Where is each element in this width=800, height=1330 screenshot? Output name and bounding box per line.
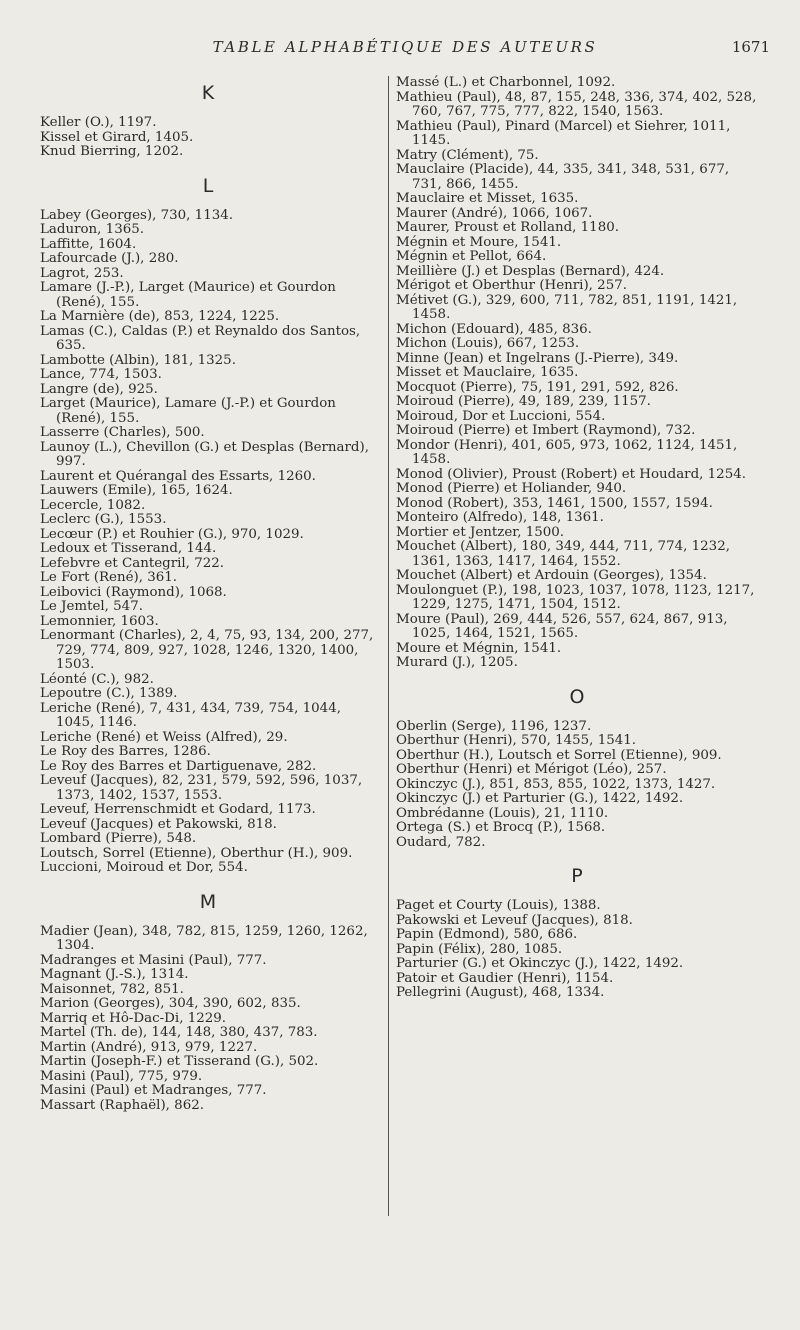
- author-entry: Papin (Félix), 280, 1085.: [396, 941, 563, 957]
- author-entry: Pellegrini (August), 468, 1334.: [396, 985, 605, 1000]
- author-entry: Minne (Jean) et Ingelrans (J.-Pierre), 349.: [396, 350, 679, 366]
- column-divider: [388, 76, 389, 1216]
- left-column: [40, 76, 376, 1113]
- author-entry: Parturier (G.) et Okinczyc (J.), 1422, 1492.: [396, 956, 684, 971]
- author-entry: Keller (O.), 1197.: [40, 115, 157, 130]
- section-letter: O: [569, 685, 585, 708]
- author-entry: Lafourcade (J.), 280.: [40, 251, 179, 266]
- author-entry: Le Jemtel, 547.: [40, 599, 143, 614]
- right-column: [396, 76, 758, 1001]
- author-entry: Lemonnier, 1603.: [40, 613, 159, 629]
- author-entry: Mauclaire et Misset, 1635.: [396, 191, 579, 206]
- entry-list: [40, 209, 376, 876]
- page-number: 1671: [731, 38, 770, 56]
- author-entry: Laurent et Quérangal des Essarts, 1260.: [40, 468, 316, 484]
- running-title: TABLE ALPHABÉTIQUE DES AUTEURS: [212, 38, 598, 56]
- author-entry: Leibovici (Raymond), 1068.: [40, 584, 227, 600]
- author-entry: Moure et Mégnin, 1541.: [396, 640, 562, 656]
- author-entry: Okinczyc (J.) et Parturier (G.), 1422, 1492.: [396, 791, 684, 806]
- author-entry: Michon (Louis), 667, 1253.: [396, 336, 580, 351]
- author-entry: Knud Bierring, 1202.: [40, 144, 184, 159]
- author-entry: Métivet (G.), 329, 600, 711, 782, 851, 1191, 1421, 1458.: [396, 292, 738, 322]
- author-entry: Lombard (Pierre), 548.: [40, 831, 197, 846]
- author-entry: Massé (L.) et Charbonnel, 1092.: [396, 75, 616, 90]
- author-entry: Mathieu (Paul), Pinard (Marcel) et Siehrer, 1011, 1145.: [396, 118, 731, 148]
- author-entry: Magnant (J.-S.), 1314.: [40, 967, 189, 982]
- author-entry: Martin (Joseph-F.) et Tisserand (G.), 502.: [40, 1054, 319, 1069]
- author-entry: Léonté (C.), 982.: [40, 671, 154, 687]
- author-entry: Lambotte (Albin), 181, 1325.: [40, 352, 236, 368]
- author-entry: Meillière (J.) et Desplas (Bernard), 424.: [396, 263, 665, 279]
- section-letter: K: [201, 82, 215, 104]
- author-entry: Marion (Georges), 304, 390, 602, 835.: [40, 996, 301, 1011]
- author-entry: Lagrot, 253.: [40, 265, 124, 281]
- author-entry: Monod (Pierre) et Holiander, 940.: [396, 481, 627, 496]
- author-entry: Maurer (André), 1066, 1067.: [396, 205, 593, 221]
- author-entry: Masini (Paul), 775, 979.: [40, 1068, 203, 1084]
- author-entry: Launoy (L.), Chevillon (G.) et Desplas (Bernard), 997.: [40, 439, 369, 469]
- author-entry: Luccioni, Moiroud et Dor, 554.: [40, 860, 248, 875]
- author-entry: Mérigot et Oberthur (Henri), 257.: [396, 278, 628, 293]
- author-entry: Maurer, Proust et Rolland, 1180.: [396, 220, 619, 235]
- author-entry: Leclerc (G.), 1553.: [40, 512, 167, 527]
- author-entry: Moiroud, Dor et Luccioni, 554.: [396, 408, 606, 424]
- author-entry: Lecercle, 1082.: [40, 497, 146, 513]
- author-entry: Mondor (Henri), 401, 605, 973, 1062, 1124, 1451, 1458.: [396, 437, 738, 467]
- author-entry: Martel (Th. de), 144, 148, 380, 437, 783.: [40, 1025, 318, 1040]
- author-entry: Moiroud (Pierre), 49, 189, 239, 1157.: [396, 394, 651, 409]
- author-entry: Papin (Edmond), 580, 686.: [396, 927, 578, 942]
- author-entry: Lauwers (Emile), 165, 1624.: [40, 483, 233, 498]
- author-entry: Marriq et Hô-Dac-Di, 1229.: [40, 1010, 227, 1026]
- author-entry: Ortega (S.) et Brocq (P.), 1568.: [396, 820, 606, 835]
- entry-list: [396, 899, 758, 1001]
- author-entry: Mathieu (Paul), 48, 87, 155, 248, 336, 374, 402, 528, 760, 767, 775, 777, 822, 1540, 1563.: [396, 89, 757, 119]
- author-entry: Mouchet (Albert) et Ardouin (Georges), 1354.: [396, 568, 707, 583]
- author-entry: Mocquot (Pierre), 75, 191, 291, 592, 826.: [396, 379, 679, 395]
- section-gap: [40, 876, 376, 885]
- author-entry: Lasserre (Charles), 500.: [40, 425, 205, 440]
- author-entry: Lenormant (Charles), 2, 4, 75, 93, 134, 200, 277, 729, 774, 809, 927, 1028, 1246, 1320, 1400, 1503.: [40, 628, 374, 672]
- author-entry: Monteiro (Alfredo), 148, 1361.: [396, 510, 604, 525]
- author-entry: Laduron, 1365.: [40, 222, 145, 237]
- author-entry: Mortier et Jentzer, 1500.: [396, 524, 565, 540]
- author-entry: Patoir et Gaudier (Henri), 1154.: [396, 970, 614, 986]
- author-entry: Moulonguet (P.), 198, 1023, 1037, 1078, 1123, 1217, 1229, 1275, 1471, 1504, 1512.: [396, 582, 755, 612]
- author-entry: Matry (Clément), 75.: [396, 147, 539, 163]
- entry-list: [40, 116, 376, 160]
- author-entry: Monod (Olivier), Proust (Robert) et Houdard, 1254.: [396, 466, 747, 482]
- author-entry: Martin (André), 913, 979, 1227.: [40, 1039, 258, 1055]
- author-entry: Monod (Robert), 353, 1461, 1500, 1557, 1594.: [396, 495, 713, 511]
- author-entry: Loutsch, Sorrel (Etienne), Oberthur (H.), 909.: [40, 845, 353, 861]
- page-header: [40, 38, 770, 58]
- author-entry: Mégnin et Moure, 1541.: [396, 234, 562, 250]
- author-entry: Moiroud (Pierre) et Imbert (Raymond), 732.: [396, 423, 696, 438]
- author-entry: Oudard, 782.: [396, 834, 486, 850]
- author-entry: Oberlin (Serge), 1196, 1237.: [396, 718, 592, 734]
- section-letter: L: [202, 174, 214, 197]
- author-entry: Misset et Mauclaire, 1635.: [396, 365, 579, 380]
- entry-list: [396, 76, 758, 671]
- author-entry: Leveuf (Jacques) et Pakowski, 818.: [40, 816, 277, 832]
- author-entry: Michon (Edouard), 485, 836.: [396, 321, 592, 337]
- author-entry: Mouchet (Albert), 180, 349, 444, 711, 774, 1232, 1361, 1363, 1417, 1464, 1552.: [396, 539, 730, 569]
- author-entry: Massart (Raphaël), 862.: [40, 1097, 204, 1113]
- author-entry: Maisonnet, 782, 851.: [40, 981, 184, 997]
- author-entry: Pakowski et Leveuf (Jacques), 818.: [396, 912, 633, 928]
- section-gap: [396, 671, 758, 680]
- author-entry: Mauclaire (Placide), 44, 335, 341, 348, 531, 677, 731, 866, 1455.: [396, 162, 730, 192]
- author-entry: Kissel et Girard, 1405.: [40, 129, 194, 145]
- author-entry: Okinczyc (J.), 851, 853, 855, 1022, 1373, 1427.: [396, 776, 716, 792]
- author-entry: Le Roy des Barres et Dartiguenave, 282.: [40, 758, 317, 774]
- section-letter: P: [571, 865, 583, 887]
- author-entry: Le Roy des Barres, 1286.: [40, 744, 211, 759]
- author-entry: Masini (Paul) et Madranges, 777.: [40, 1083, 267, 1098]
- entry-list: [396, 720, 758, 851]
- author-entry: La Marnière (de), 853, 1224, 1225.: [40, 309, 280, 324]
- author-entry: Paget et Courty (Louis), 1388.: [396, 898, 601, 913]
- author-entry: Lecœur (P.) et Rouhier (G.), 970, 1029.: [40, 526, 304, 542]
- author-entry: Lance, 774, 1503.: [40, 367, 162, 382]
- author-entry: Ledoux et Tisserand, 144.: [40, 541, 217, 556]
- author-entry: Moure (Paul), 269, 444, 526, 557, 624, 867, 913, 1025, 1464, 1521, 1565.: [396, 611, 728, 641]
- author-entry: Murard (J.), 1205.: [396, 655, 518, 670]
- author-entry: Oberthur (Henri) et Mérigot (Léo), 257.: [396, 762, 667, 777]
- author-entry: Langre (de), 925.: [40, 381, 158, 397]
- section-letter: M: [199, 890, 217, 913]
- author-entry: Labey (Georges), 730, 1134.: [40, 207, 234, 223]
- author-entry: Larget (Maurice), Lamare (J.-P.) et Gourdon (René), 155.: [40, 396, 336, 426]
- author-entry: Leveuf, Herrenschmidt et Godard, 1173.: [40, 802, 316, 817]
- author-entry: Lefebvre et Cantegril, 722.: [40, 555, 225, 571]
- section-gap: [396, 850, 758, 859]
- author-entry: Leriche (René), 7, 431, 434, 739, 754, 1044, 1045, 1146.: [40, 700, 341, 730]
- author-entry: Mégnin et Pellot, 664.: [396, 249, 547, 264]
- author-entry: Lamare (J.-P.), Larget (Maurice) et Gourdon (René), 155.: [40, 280, 336, 310]
- author-entry: Oberthur (Henri), 570, 1455, 1541.: [396, 733, 637, 748]
- author-entry: Leveuf (Jacques), 82, 231, 579, 592, 596, 1037, 1373, 1402, 1537, 1553.: [40, 773, 363, 803]
- author-entry: Madranges et Masini (Paul), 777.: [40, 952, 267, 968]
- section-gap: [40, 160, 376, 169]
- entry-list: [40, 925, 376, 1114]
- author-entry: Le Fort (René), 361.: [40, 570, 178, 585]
- author-entry: Lepoutre (C.), 1389.: [40, 686, 178, 701]
- author-entry: Ombrédanne (Louis), 21, 1110.: [396, 805, 609, 821]
- author-entry: Lamas (C.), Caldas (P.) et Reynaldo dos Santos, 635.: [40, 323, 361, 353]
- author-entry: Oberthur (H.), Loutsch et Sorrel (Etienne), 909.: [396, 747, 722, 763]
- author-entry: Leriche (René) et Weiss (Alfred), 29.: [40, 729, 288, 745]
- author-entry: Laffitte, 1604.: [40, 236, 137, 252]
- author-entry: Madier (Jean), 348, 782, 815, 1259, 1260, 1262, 1304.: [40, 923, 368, 953]
